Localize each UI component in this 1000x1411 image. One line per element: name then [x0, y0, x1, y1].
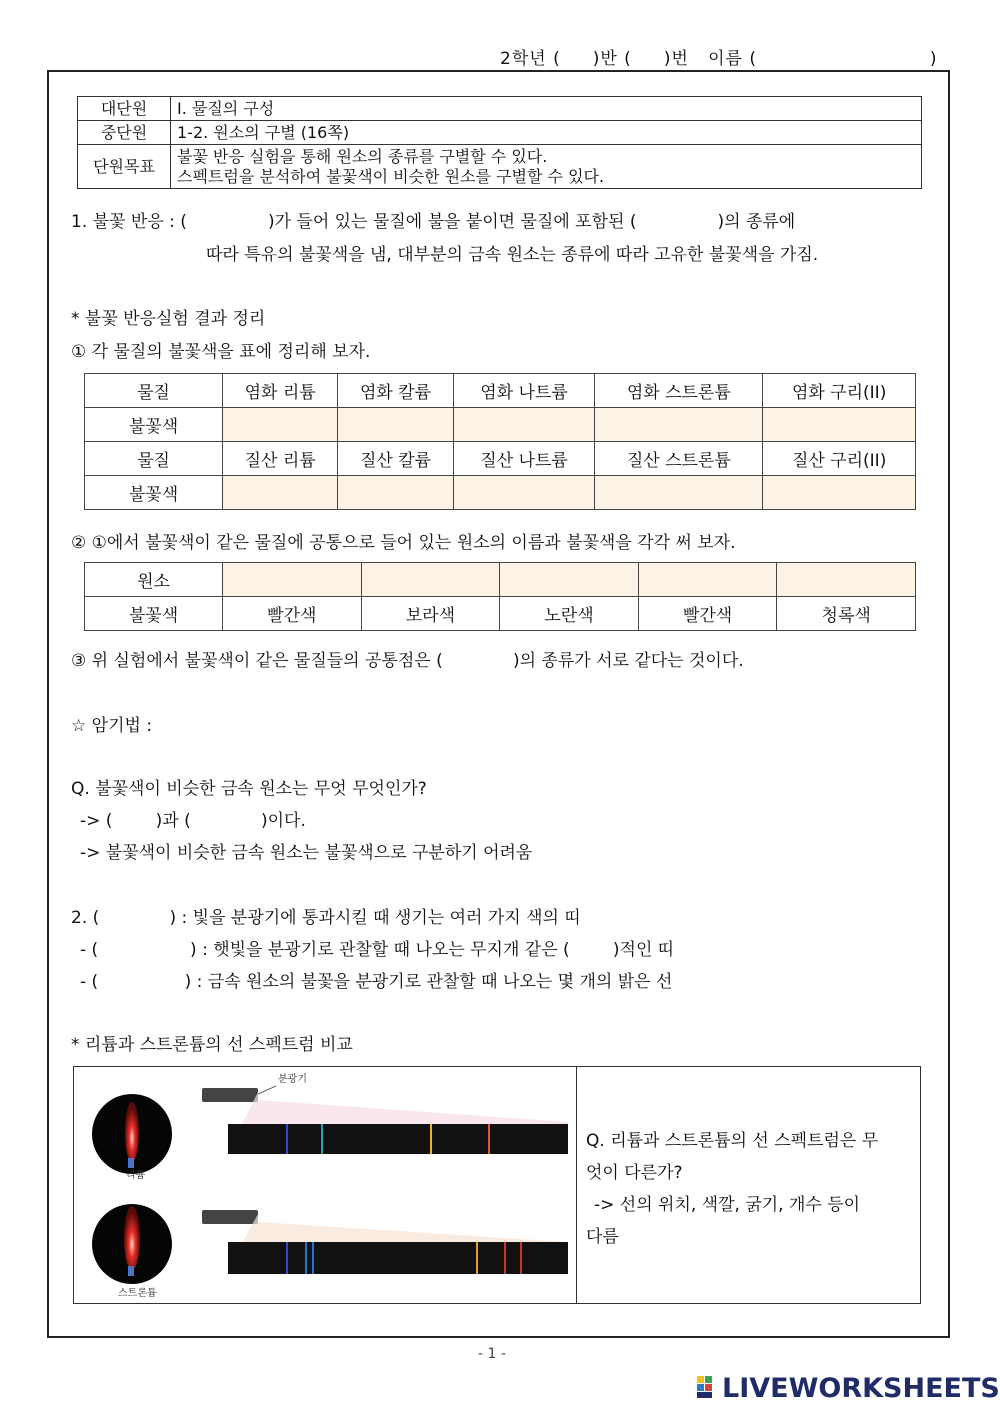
student-info-line: 2학년 ( )반 ( )번 이름 ( )	[500, 49, 938, 69]
answer-cell[interactable]	[763, 408, 916, 442]
unit-major-value: I. 물질의 구성	[171, 97, 922, 121]
row-header: 물질	[85, 374, 223, 408]
answer-cell[interactable]	[777, 563, 916, 597]
strontium-label: 스트론튬	[118, 1288, 157, 1299]
table-cell: 빨간색	[638, 597, 777, 631]
spectral-line	[286, 1242, 288, 1274]
liveworksheets-logo-icon	[697, 1376, 719, 1398]
table-cell: 질산 칼륨	[338, 442, 453, 476]
compare-answer-line-1: -> 선의 위치, 색깔, 굵기, 개수 등이	[594, 1195, 861, 1215]
table-cell: 염화 칼륨	[338, 374, 453, 408]
line-spectrum-definition: - ( ) : 금속 원소의 불꽃을 분광기로 관찰할 때 나오는 몇 개의 밝은 선	[80, 972, 673, 992]
table-cell: 질산 구리(II)	[763, 442, 916, 476]
table-cell: 질산 스트론튬	[595, 442, 763, 476]
spectral-line	[312, 1242, 314, 1274]
compare-answer-line-2: 다름	[586, 1227, 619, 1247]
unit-goal-value	[171, 145, 922, 189]
liveworksheets-brand[interactable]: LIVEWORKSHEETS	[722, 1373, 1000, 1404]
answer-cell[interactable]	[453, 408, 595, 442]
unit-goal-label: 단원목표	[78, 145, 171, 189]
unit-major-label: 대단원	[78, 97, 171, 121]
answer-cell[interactable]	[595, 408, 763, 442]
table-cell: 노란색	[500, 597, 639, 631]
row-header: 불꽃색	[85, 597, 223, 631]
spectral-line	[488, 1124, 490, 1154]
answer-cell[interactable]	[338, 408, 453, 442]
memo-label: ☆ 암기법 :	[71, 716, 153, 736]
answer-cell[interactable]	[453, 476, 595, 510]
spectral-line	[321, 1124, 323, 1154]
flame-reaction-definition: 1. 불꽃 반응 : ( )가 들어 있는 물질에 불을 붙이면 물질에 포함된 ( )의 종류에	[71, 212, 796, 232]
row-header: 원소	[85, 563, 223, 597]
spectrum-figure	[90, 1070, 570, 1302]
lithium-label: 리튬	[126, 1170, 146, 1181]
spectroscope-1	[202, 1088, 258, 1102]
continuous-spectrum-definition: - ( ) : 햇빛을 분광기로 관찰할 때 나오는 무지개 같은 ( )적인 띠	[80, 940, 675, 960]
table-cell: 염화 나트륨	[453, 374, 595, 408]
answer-cell[interactable]	[763, 476, 916, 510]
flame-reaction-definition-cont: 따라 특유의 불꽃색을 냄, 대부분의 금속 원소는 종류에 따라 고유한 불꽃색을 가짐.	[206, 245, 819, 265]
lithium-flame	[125, 1102, 139, 1162]
table-cell: 염화 구리(II)	[763, 374, 916, 408]
compare-question-line-1: Q. 리튬과 스트론튬의 선 스펙트럼은 무	[586, 1131, 879, 1151]
page-number: - 1 -	[478, 1346, 506, 1362]
spectral-line	[504, 1242, 506, 1274]
answer-cell[interactable]	[595, 476, 763, 510]
lithium-spectrum	[228, 1124, 568, 1154]
compare-heading: * 리튬과 스트론튬의 선 스펙트럼 비교	[71, 1035, 353, 1055]
spectral-line	[476, 1242, 478, 1274]
flame-color-table	[84, 373, 916, 510]
strontium-flame	[124, 1206, 140, 1270]
spectrum-definition: 2. ( ) : 빛을 분광기에 통과시킬 때 생기는 여러 가지 색의 띠	[71, 908, 581, 928]
spectroscope-label: 분광기	[278, 1074, 307, 1085]
spectral-line	[430, 1124, 432, 1154]
experiment-heading: * 불꽃 반응실험 결과 정리	[71, 309, 266, 329]
answer-cell[interactable]	[338, 476, 453, 510]
lithium-burner	[128, 1158, 134, 1168]
answer-cell[interactable]	[500, 563, 639, 597]
question-answer-2: -> 불꽃색이 비슷한 금속 원소는 불꽃색으로 구분하기 어려움	[80, 843, 533, 863]
experiment-step-2: ② ①에서 불꽃색이 같은 물질에 공통으로 들어 있는 원소의 이름과 불꽃색을 각각 써 보자.	[71, 533, 736, 553]
strontium-spectrum	[228, 1242, 568, 1274]
table-cell: 질산 나트륨	[453, 442, 595, 476]
answer-cell[interactable]	[361, 563, 500, 597]
spectral-line	[520, 1242, 522, 1274]
element-color-table	[84, 562, 916, 631]
table-cell: 청록색	[777, 597, 916, 631]
experiment-step-1: ① 각 물질의 불꽃색을 표에 정리해 보자.	[71, 342, 371, 362]
unit-goal-line-2: 스펙트럼을 분석하여 불꽃색이 비슷한 원소를 구별할 수 있다.	[177, 166, 605, 186]
answer-cell[interactable]	[223, 408, 338, 442]
question-answer-1: -> ( )과 ( )이다.	[80, 811, 306, 831]
box-divider	[576, 1066, 577, 1304]
compare-question-line-2: 엇이 다른가?	[586, 1163, 683, 1183]
table-cell: 보라색	[361, 597, 500, 631]
answer-cell[interactable]	[638, 563, 777, 597]
spectral-line	[305, 1242, 307, 1274]
table-cell: 염화 리튬	[223, 374, 338, 408]
row-header: 물질	[85, 442, 223, 476]
unit-middle-value: 1-2. 원소의 구별 (16쪽)	[171, 121, 922, 145]
spectroscope-2	[202, 1210, 258, 1224]
unit-goal-line-1: 불꽃 반응 실험을 통해 원소의 종류를 구별할 수 있다.	[177, 146, 548, 166]
spectral-line	[286, 1124, 288, 1154]
unit-info-table	[77, 96, 922, 189]
table-cell: 질산 리튬	[223, 442, 338, 476]
row-header: 불꽃색	[85, 476, 223, 510]
question-text: Q. 불꽃색이 비슷한 금속 원소는 무엇 무엇인가?	[71, 779, 427, 799]
answer-cell[interactable]	[223, 563, 362, 597]
experiment-step-3: ③ 위 실험에서 불꽃색이 같은 물질들의 공통점은 ( )의 종류가 서로 같다는 것이다.	[71, 651, 744, 671]
row-header: 불꽃색	[85, 408, 223, 442]
table-cell: 빨간색	[223, 597, 362, 631]
strontium-burner	[128, 1266, 134, 1276]
table-cell: 염화 스트론튬	[595, 374, 763, 408]
unit-middle-label: 중단원	[78, 121, 171, 145]
answer-cell[interactable]	[223, 476, 338, 510]
